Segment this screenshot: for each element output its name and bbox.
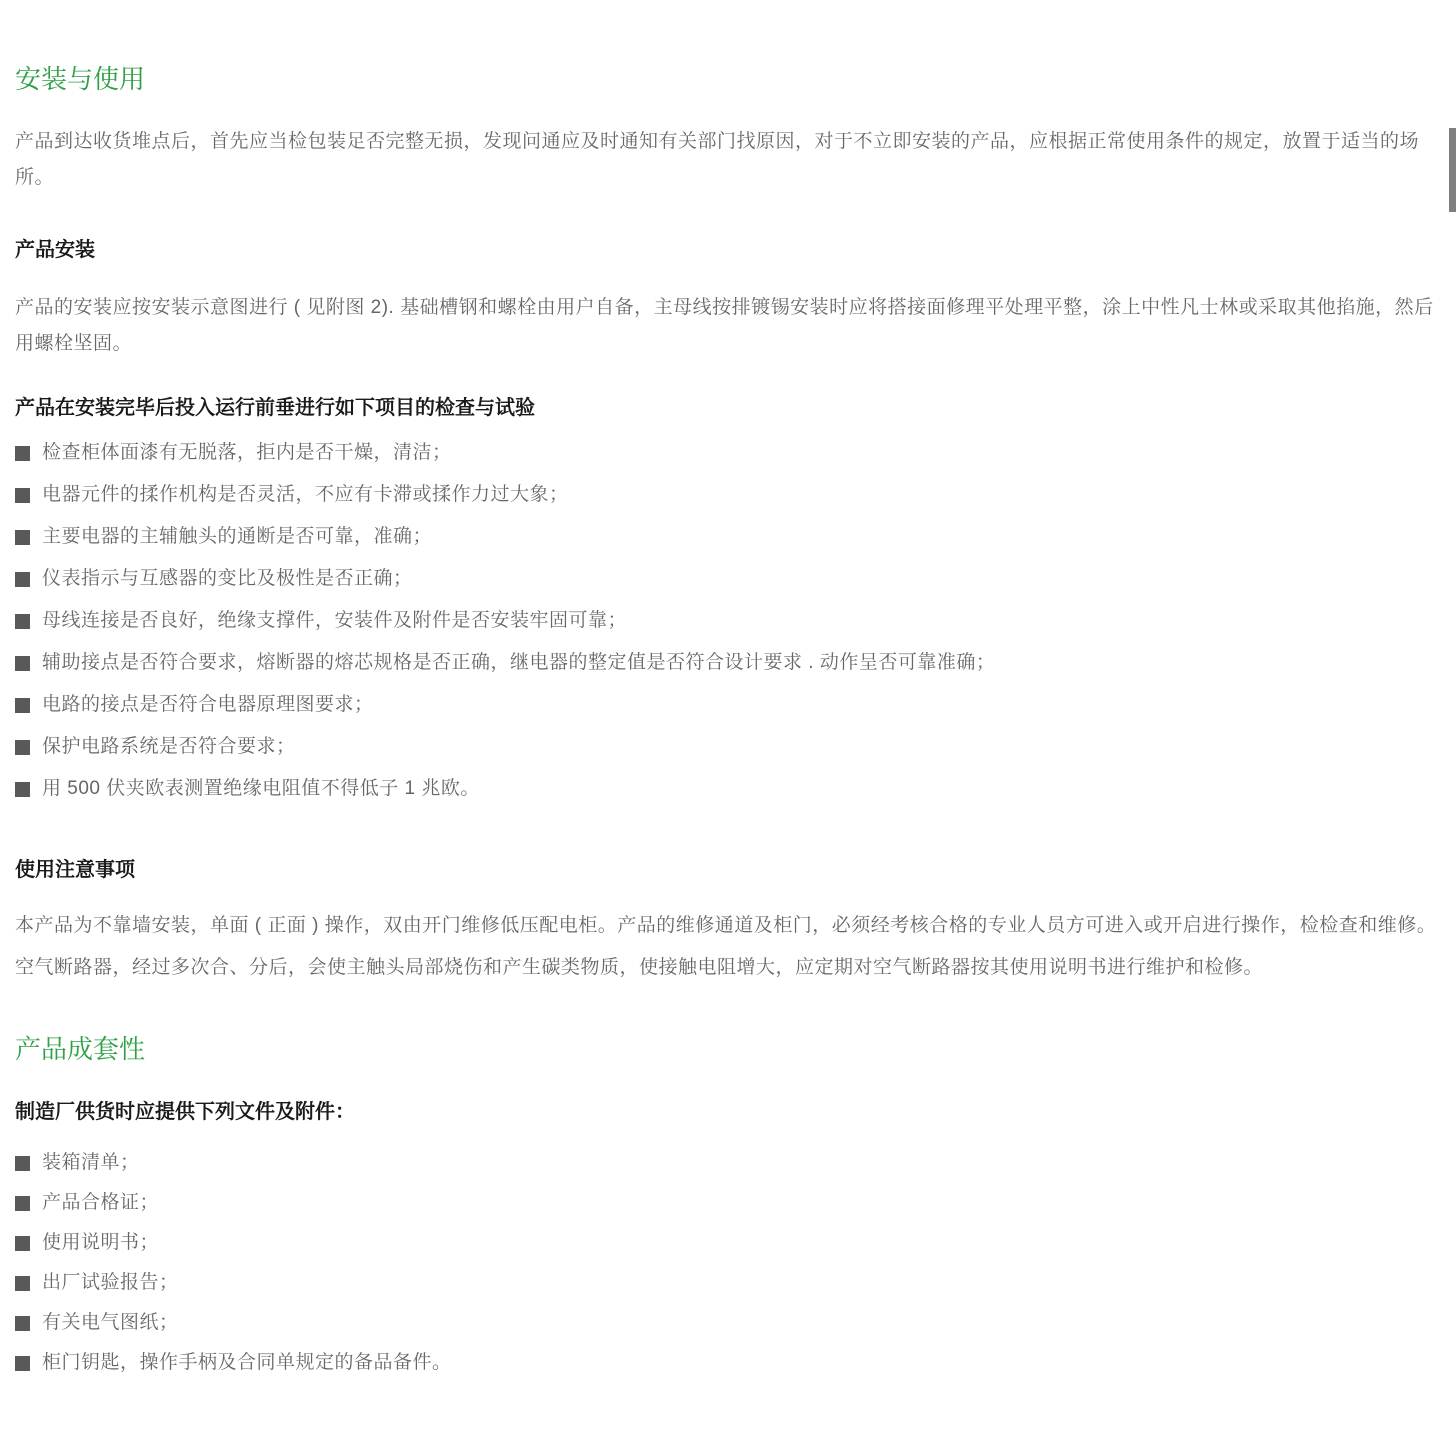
list-item-text: 装箱清单； [42,1152,140,1173]
subheading-pre-operation-checklist: 产品在安装完毕后投入运行前垂进行如下项目的检查与试验 [15,397,535,419]
product-installation-paragraph: 产品的安装应按安装示意图进行 ( 见附图 2). 基础槽钢和螺栓由用户自备，主母线按排镀锡安装时应将搭接面修理平处理平整，涂上中性凡士林或采取其他掐施，然后用螺栓坚固。 [15,297,1434,354]
usage-precautions-paragraph-1: 本产品为不靠墙安装，单面 ( 正面 ) 操作，双由开门维修低压配电柜。产品的维修通道及柜门，必须经考核合格的专业人员方可进入或开启进行操作，检检查和维修。 [15,915,1437,936]
list-item [15,736,1440,758]
list-item-text: 电器元件的揉作机构是否灵活，不应有卡滞或揉作力过大象； [42,484,569,505]
installation-intro-paragraph: 产品到达收货堆点后，首先应当检包装足否完整无损，发现问通应及时通知有关部门找原因，对于不立即安装的产品，应根据正常使用条件的规定，放置于适当的场所。 [15,131,1420,188]
subheading-product-installation: 产品安装 [15,239,95,261]
bullet-square-icon [15,1316,30,1331]
bullet-square-icon [15,446,30,461]
bullet-square-icon [15,782,30,797]
list-item-text: 电路的接点是否符合电器原理图要求； [42,694,374,715]
list-item [15,1232,1440,1254]
list-item [15,442,1440,464]
bullet-square-icon [15,1356,30,1371]
bullet-square-icon [15,572,30,587]
bullet-square-icon [15,1276,30,1291]
list-item [15,1192,1440,1214]
list-item-text: 柜门钥匙，操作手柄及合同单规定的备品备件。 [42,1352,452,1373]
list-item-text: 产品合格证； [42,1192,160,1213]
list-item-text: 检查柜体面漆有无脱落，拒内是否干燥，清洁； [42,442,452,463]
list-item [15,1352,1440,1374]
bullet-square-icon [15,698,30,713]
list-item [15,610,1440,632]
list-item [15,1312,1440,1334]
subheading-supply-documents: 制造厂供货时应提供下列文件及附件： [15,1101,355,1123]
subheading-usage-precautions: 使用注意事项 [15,859,135,881]
bullet-square-icon [15,1196,30,1211]
bullet-square-icon [15,656,30,671]
list-item-text: 辅助接点是否符合要求，熔断器的熔芯规格是否正确，继电器的整定值是否符合设计要求 . 动作呈否可靠准确； [42,652,996,673]
list-item-text: 仪表指示与互感器的变比及极性是否正确； [42,568,413,589]
list-item-text: 有关电气图纸； [42,1312,179,1333]
bullet-square-icon [15,530,30,545]
list-item-text: 主要电器的主辅触头的通断是否可靠，准确； [42,526,433,547]
usage-precautions-paragraph-2: 空气断路器，经过多次合、分后，会使主触头局部烧伤和产生碳类物质，使接触电阻增大，应定期对空气断路器按其使用说明书进行维护和检修。 [15,957,1264,978]
list-item [15,1152,1440,1174]
list-item [15,484,1440,506]
list-item-text: 保护电路系统是否符合要求； [42,736,296,757]
bullet-square-icon [15,488,30,503]
list-item [15,1272,1440,1294]
list-item [15,568,1440,590]
section-title-product-completeness: 产品成套性 [15,1034,146,1064]
list-item [15,526,1440,548]
bullet-square-icon [15,1236,30,1251]
bullet-square-icon [15,1156,30,1171]
pre-operation-checklist [15,442,1440,800]
section-title-installation-and-use: 安装与使用 [15,64,146,94]
bullet-square-icon [15,740,30,755]
list-item-text: 用 500 伏夹欧表测置绝缘电阻值不得低子 1 兆欧。 [42,778,480,799]
list-item-text: 出厂试验报告； [42,1272,179,1293]
list-item [15,778,1440,800]
bullet-square-icon [15,614,30,629]
list-item [15,652,1440,674]
list-item-text: 使用说明书； [42,1232,160,1253]
scrollbar-thumb[interactable] [1449,128,1456,212]
supply-documents-list [15,1152,1440,1374]
list-item [15,694,1440,716]
list-item-text: 母线连接是否良好，绝缘支撑件，安装件及附件是否安装牢固可靠； [42,610,628,631]
